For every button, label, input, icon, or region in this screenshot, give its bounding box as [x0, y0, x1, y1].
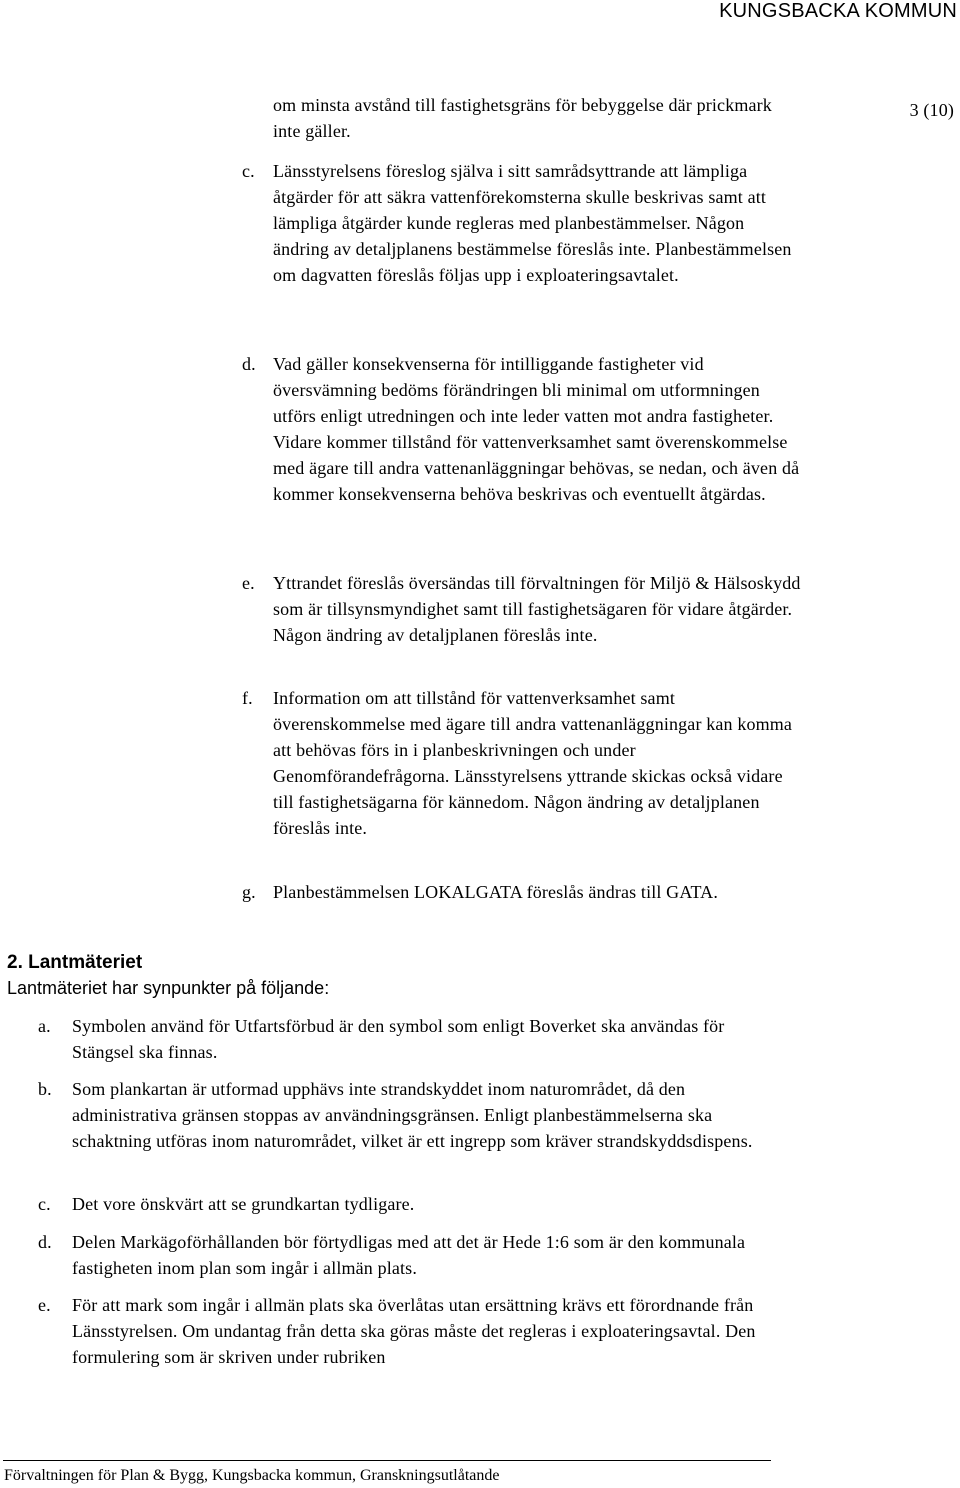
list-item-text: Vad gäller konsekvenserna för intilliggande fastigheter vid översvämning bedöms förändringen bli minimal om utformningen utförs enligt utredningen och inte leder vatten mot andra fastigheter. Vidare kommer tillstånd för vattenverksamhet samt överenskommelse med ägare till andra vattenanläggningar behövas, se nedan, och även då kommer konsekvenserna behöva beskrivas och eventuellt åtgärdas. — [273, 354, 800, 504]
list-item-text: Delen Markägoförhållanden bör förtydligas med att det är Hede 1:6 som är den kommunala fastigheten inom plan som ingår i allmän plats. — [72, 1232, 746, 1278]
list-item-text: Som plankartan är utformad upphävs inte strandskyddet inom naturområdet, då den administrativa gränsen stoppas av användningsgränsen. Enligt planbestämmelserna ska schaktning utföras inom naturområdet, vilket är ett ingrepp som kräver strandskyddsdispens. — [72, 1079, 753, 1151]
list-marker: f. — [242, 688, 253, 708]
list-item-e — [242, 570, 802, 648]
list-item-e2 — [38, 1292, 798, 1370]
list-marker: c. — [38, 1194, 51, 1214]
organization-name: KUNGSBACKA KOMMUN — [719, 0, 957, 22]
list-item-text: Länsstyrelsens föreslog själva i sitt samrådsyttrande att lämpliga åtgärder för att säkra vattenförekomsterna skulle beskrivas samt att lämpliga åtgärder kunde regleras med planbestämmelser. Någon ändring av detaljplanens bestämmelse föreslås inte. Planbestämmelsen om dagvatten föreslås följas upp i exploateringsavtalet. — [273, 161, 792, 285]
list-marker: a. — [38, 1016, 51, 1036]
continuation-text: om minsta avstånd till fastighetsgräns för bebyggelse där prickmark inte gäller. — [273, 95, 772, 141]
list-item-text: Planbestämmelsen LOKALGATA föreslås ändras till GATA. — [273, 882, 718, 902]
list-item-c2 — [38, 1191, 798, 1217]
footer-divider — [3, 1460, 771, 1461]
list-item-d — [242, 351, 802, 507]
list-item-text: Information om att tillstånd för vattenverksamhet samt överenskommelse med ägare till andra vattenanläggningar kan komma att behövas förs in i planbeskrivningen och under Genomförandefrågorna. Länsstyrelsens yttrande skickas också vidare till fastighetsägarna för kännedom. Någon ändring av detaljplanen föreslås inte. — [273, 688, 793, 838]
list-item-a — [38, 1013, 798, 1065]
list-item-text: Det vore önskvärt att se grundkartan tydligare. — [72, 1194, 415, 1214]
list-item-d2 — [38, 1229, 798, 1281]
list-marker: e. — [242, 573, 255, 593]
list-item-g — [242, 879, 802, 905]
list-item-c — [242, 158, 802, 288]
page-number: 3 (10) — [909, 100, 954, 120]
section-intro: Lantmäteriet har synpunkter på följande: — [7, 978, 330, 998]
list-marker: b. — [38, 1079, 52, 1099]
list-marker: c. — [242, 161, 255, 181]
list-item-f — [242, 685, 802, 841]
list-marker: e. — [38, 1295, 51, 1315]
list-item-text: Yttrandet föreslås översändas till förvaltningen för Miljö & Hälsoskydd som är tillsynsmyndighet samt till fastighetsägaren för vidare åtgärder. Någon ändring av detaljplanen föreslås inte. — [273, 573, 801, 645]
list-item-text: För att mark som ingår i allmän plats ska överlåtas utan ersättning krävs ett förordnande från Länsstyrelsen. Om undantag från detta ska göras måste det regleras i exploateringsavtal. Den formulering som är skriven under rubriken — [72, 1295, 756, 1367]
list-item-text: Symbolen använd för Utfartsförbud är den symbol som enligt Boverket ska användas för Stängsel ska finnas. — [72, 1016, 725, 1062]
section-heading: 2. Lantmäteriet — [7, 952, 143, 973]
list-item-b — [38, 1076, 798, 1154]
list-marker: d. — [242, 354, 256, 374]
list-marker: g. — [242, 882, 256, 902]
list-marker: d. — [38, 1232, 52, 1252]
footer-text: Förvaltningen för Plan & Bygg, Kungsbacka kommun, Granskningsutlåtande — [4, 1467, 500, 1484]
